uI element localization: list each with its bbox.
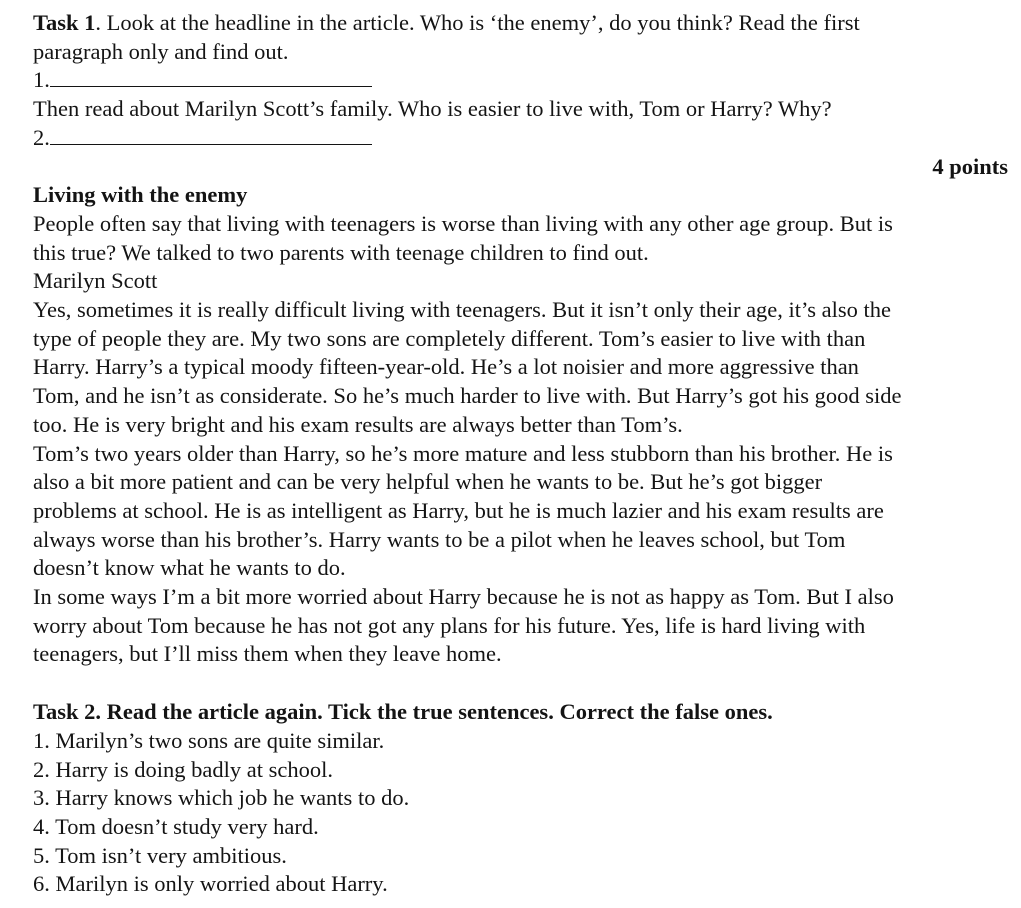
paragraph2-line: doesn’t know what he wants to do. — [33, 555, 346, 581]
task2-item: 3. Harry knows which job he wants to do. — [33, 785, 410, 811]
article-intro-line: this true? We talked to two parents with teenage children to find out. — [33, 239, 649, 265]
paragraph2-line: problems at school. He is as intelligent as Harry, but he is much lazier and his exam results are — [33, 497, 884, 523]
paragraph2-line: always worse than his brother’s. Harry wants to be a pilot when he leaves school, but Tom — [33, 526, 846, 552]
task2-item: 4. Tom doesn’t study very hard. — [33, 813, 319, 839]
task1-answer-2 — [33, 124, 1008, 153]
task2-item: 6. Marilyn is only worried about Harry. — [33, 871, 388, 897]
task1-label: Task 1 — [33, 10, 96, 35]
answer-1-number: 1. — [33, 67, 50, 93]
article-intro-line: People often say that living with teenagers is worse than living with any other age group. But is — [33, 210, 893, 236]
task1-question-2: Then read about Marilyn Scott’s family. Who is easier to live with, Tom or Harry? Why? — [33, 96, 832, 122]
task1-instruction: . Look at the headline in the article. Who is ‘the enemy’, do you think? Read the first — [95, 10, 860, 35]
points-label: 4 points — [932, 153, 1008, 179]
task2-item: 1. Marilyn’s two sons are quite similar. — [33, 727, 385, 753]
task1-answer-1 — [33, 66, 1008, 95]
task2-title: Task 2. Read the article again. Tick the true sentences. Correct the false ones. — [33, 699, 773, 725]
article-headline: Living with the enemy — [33, 182, 248, 208]
paragraph2-line: also a bit more patient and can be very helpful when he wants to be. But he’s got bigger — [33, 469, 823, 495]
task2-item: 2. Harry is doing badly at school. — [33, 756, 333, 782]
section-spacer — [33, 669, 1008, 698]
task1-instruction-line2: paragraph only and find out. — [33, 38, 289, 64]
paragraph2-line: Tom’s two years older than Harry, so he’s more mature and less stubborn than his brother. He is — [33, 440, 893, 466]
paragraph1-line: Tom, and he isn’t as considerate. So he’s much harder to live with. But Harry’s got his good side — [33, 383, 902, 409]
article-speaker: Marilyn Scott — [33, 268, 158, 294]
worksheet — [33, 9, 1008, 899]
paragraph1-line: Yes, sometimes it is really difficult living with teenagers. But it isn’t only their age, it’s also the — [33, 297, 892, 323]
task2-item: 5. Tom isn’t very ambitious. — [33, 842, 287, 868]
paragraph1-line: too. He is very bright and his exam results are always better than Tom’s. — [33, 411, 683, 437]
paragraph1-line: type of people they are. My two sons are completely different. Tom’s easier to live with than — [33, 325, 866, 351]
paragraph1-line: Harry. Harry’s a typical moody fifteen-year-old. He’s a lot noisier and more aggressive than — [33, 354, 859, 380]
answer-2-number: 2. — [33, 124, 50, 150]
paragraph3-line: teenagers, but I’ll miss them when they leave home. — [33, 641, 502, 667]
paragraph3-line: In some ways I’m a bit more worried about Harry because he is not as happy as Tom. But I also — [33, 584, 894, 610]
task1-title — [33, 9, 1008, 38]
answer-2-blank[interactable] — [50, 124, 372, 145]
paragraph3-line: worry about Tom because he has not got any plans for his future. Yes, life is hard living with — [33, 612, 866, 638]
answer-1-blank[interactable] — [50, 66, 372, 87]
